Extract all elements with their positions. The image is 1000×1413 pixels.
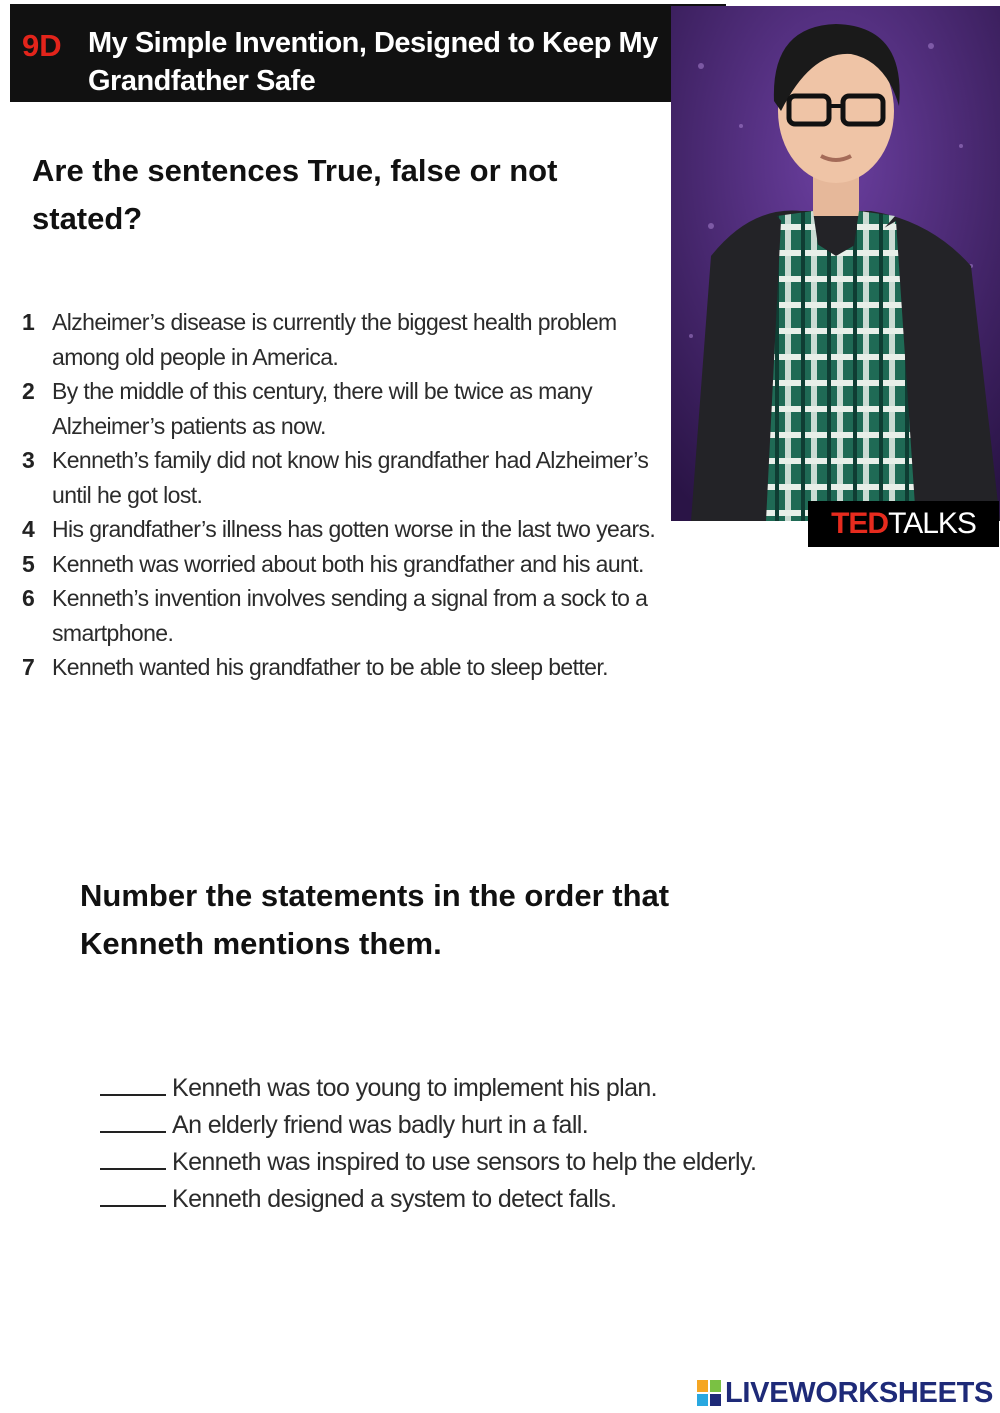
item-number: 6 xyxy=(22,585,35,611)
list-item xyxy=(100,1181,820,1218)
item-text: Kenneth was worried about both his grandfather and his aunt. xyxy=(52,550,644,577)
speaker-photo xyxy=(671,6,1000,521)
list-item xyxy=(22,512,682,547)
item-text: Alzheimer’s disease is currently the biggest health problem among old people in America. xyxy=(52,309,617,370)
item-number: 3 xyxy=(22,447,35,473)
ted-logo-ted: TED xyxy=(831,507,889,540)
item-text: His grandfather’s illness has gotten worse in the last two years. xyxy=(52,516,656,542)
list-item xyxy=(22,650,682,685)
item-number: 2 xyxy=(22,378,35,404)
item-text: Kenneth designed a system to detect falls. xyxy=(172,1185,617,1213)
list-item xyxy=(22,547,682,582)
answer-blank[interactable] xyxy=(100,1093,166,1096)
lesson-code: 9D xyxy=(22,28,62,63)
ordering-list xyxy=(100,1070,820,1218)
item-text: By the middle of this century, there will be twice as many Alzheimer’s patients as now. xyxy=(52,378,593,439)
item-number: 7 xyxy=(22,654,35,680)
liveworksheets-logo xyxy=(697,1376,993,1410)
list-item xyxy=(22,305,682,374)
lesson-title: My Simple Invention, Designed to Keep My Grandfather Safe xyxy=(88,27,658,97)
speaker-photo-illustration xyxy=(671,6,1000,521)
item-text: Kenneth was inspired to use sensors to help the elderly. xyxy=(172,1148,757,1176)
answer-blank[interactable] xyxy=(100,1204,166,1207)
ted-logo-talks: TALKS xyxy=(888,507,976,540)
liveworksheets-brand: LIVEWORKSHEETS xyxy=(725,1376,994,1409)
list-item xyxy=(22,581,682,650)
item-number: 5 xyxy=(22,550,35,577)
item-number: 4 xyxy=(22,516,35,542)
item-text: Kenneth wanted his grandfather to be able to sleep better. xyxy=(52,654,608,680)
answer-blank[interactable] xyxy=(100,1130,166,1133)
answer-blank[interactable] xyxy=(100,1167,166,1170)
item-text: Kenneth’s family did not know his grandfather had Alzheimer’s until he got lost. xyxy=(52,447,649,508)
ordering-instruction: Number the statements in the order that Kenneth mentions them. xyxy=(80,878,670,961)
list-item xyxy=(22,443,682,512)
item-text: Kenneth was too young to implement his plan. xyxy=(172,1074,658,1102)
list-item xyxy=(100,1144,820,1181)
true-false-list xyxy=(22,305,682,685)
item-number: 1 xyxy=(22,309,35,335)
item-text: An elderly friend was badly hurt in a fall. xyxy=(172,1111,589,1139)
list-item xyxy=(100,1070,820,1107)
list-item xyxy=(22,374,682,443)
item-text: Kenneth’s invention involves sending a signal from a sock to a smartphone. xyxy=(52,585,648,646)
list-item xyxy=(100,1107,820,1144)
ted-talks-logo xyxy=(808,501,999,547)
lesson-header xyxy=(10,4,726,102)
liveworksheets-mark-icon xyxy=(697,1380,721,1406)
true-false-instruction: Are the sentences True, false or not stated? xyxy=(32,153,558,236)
